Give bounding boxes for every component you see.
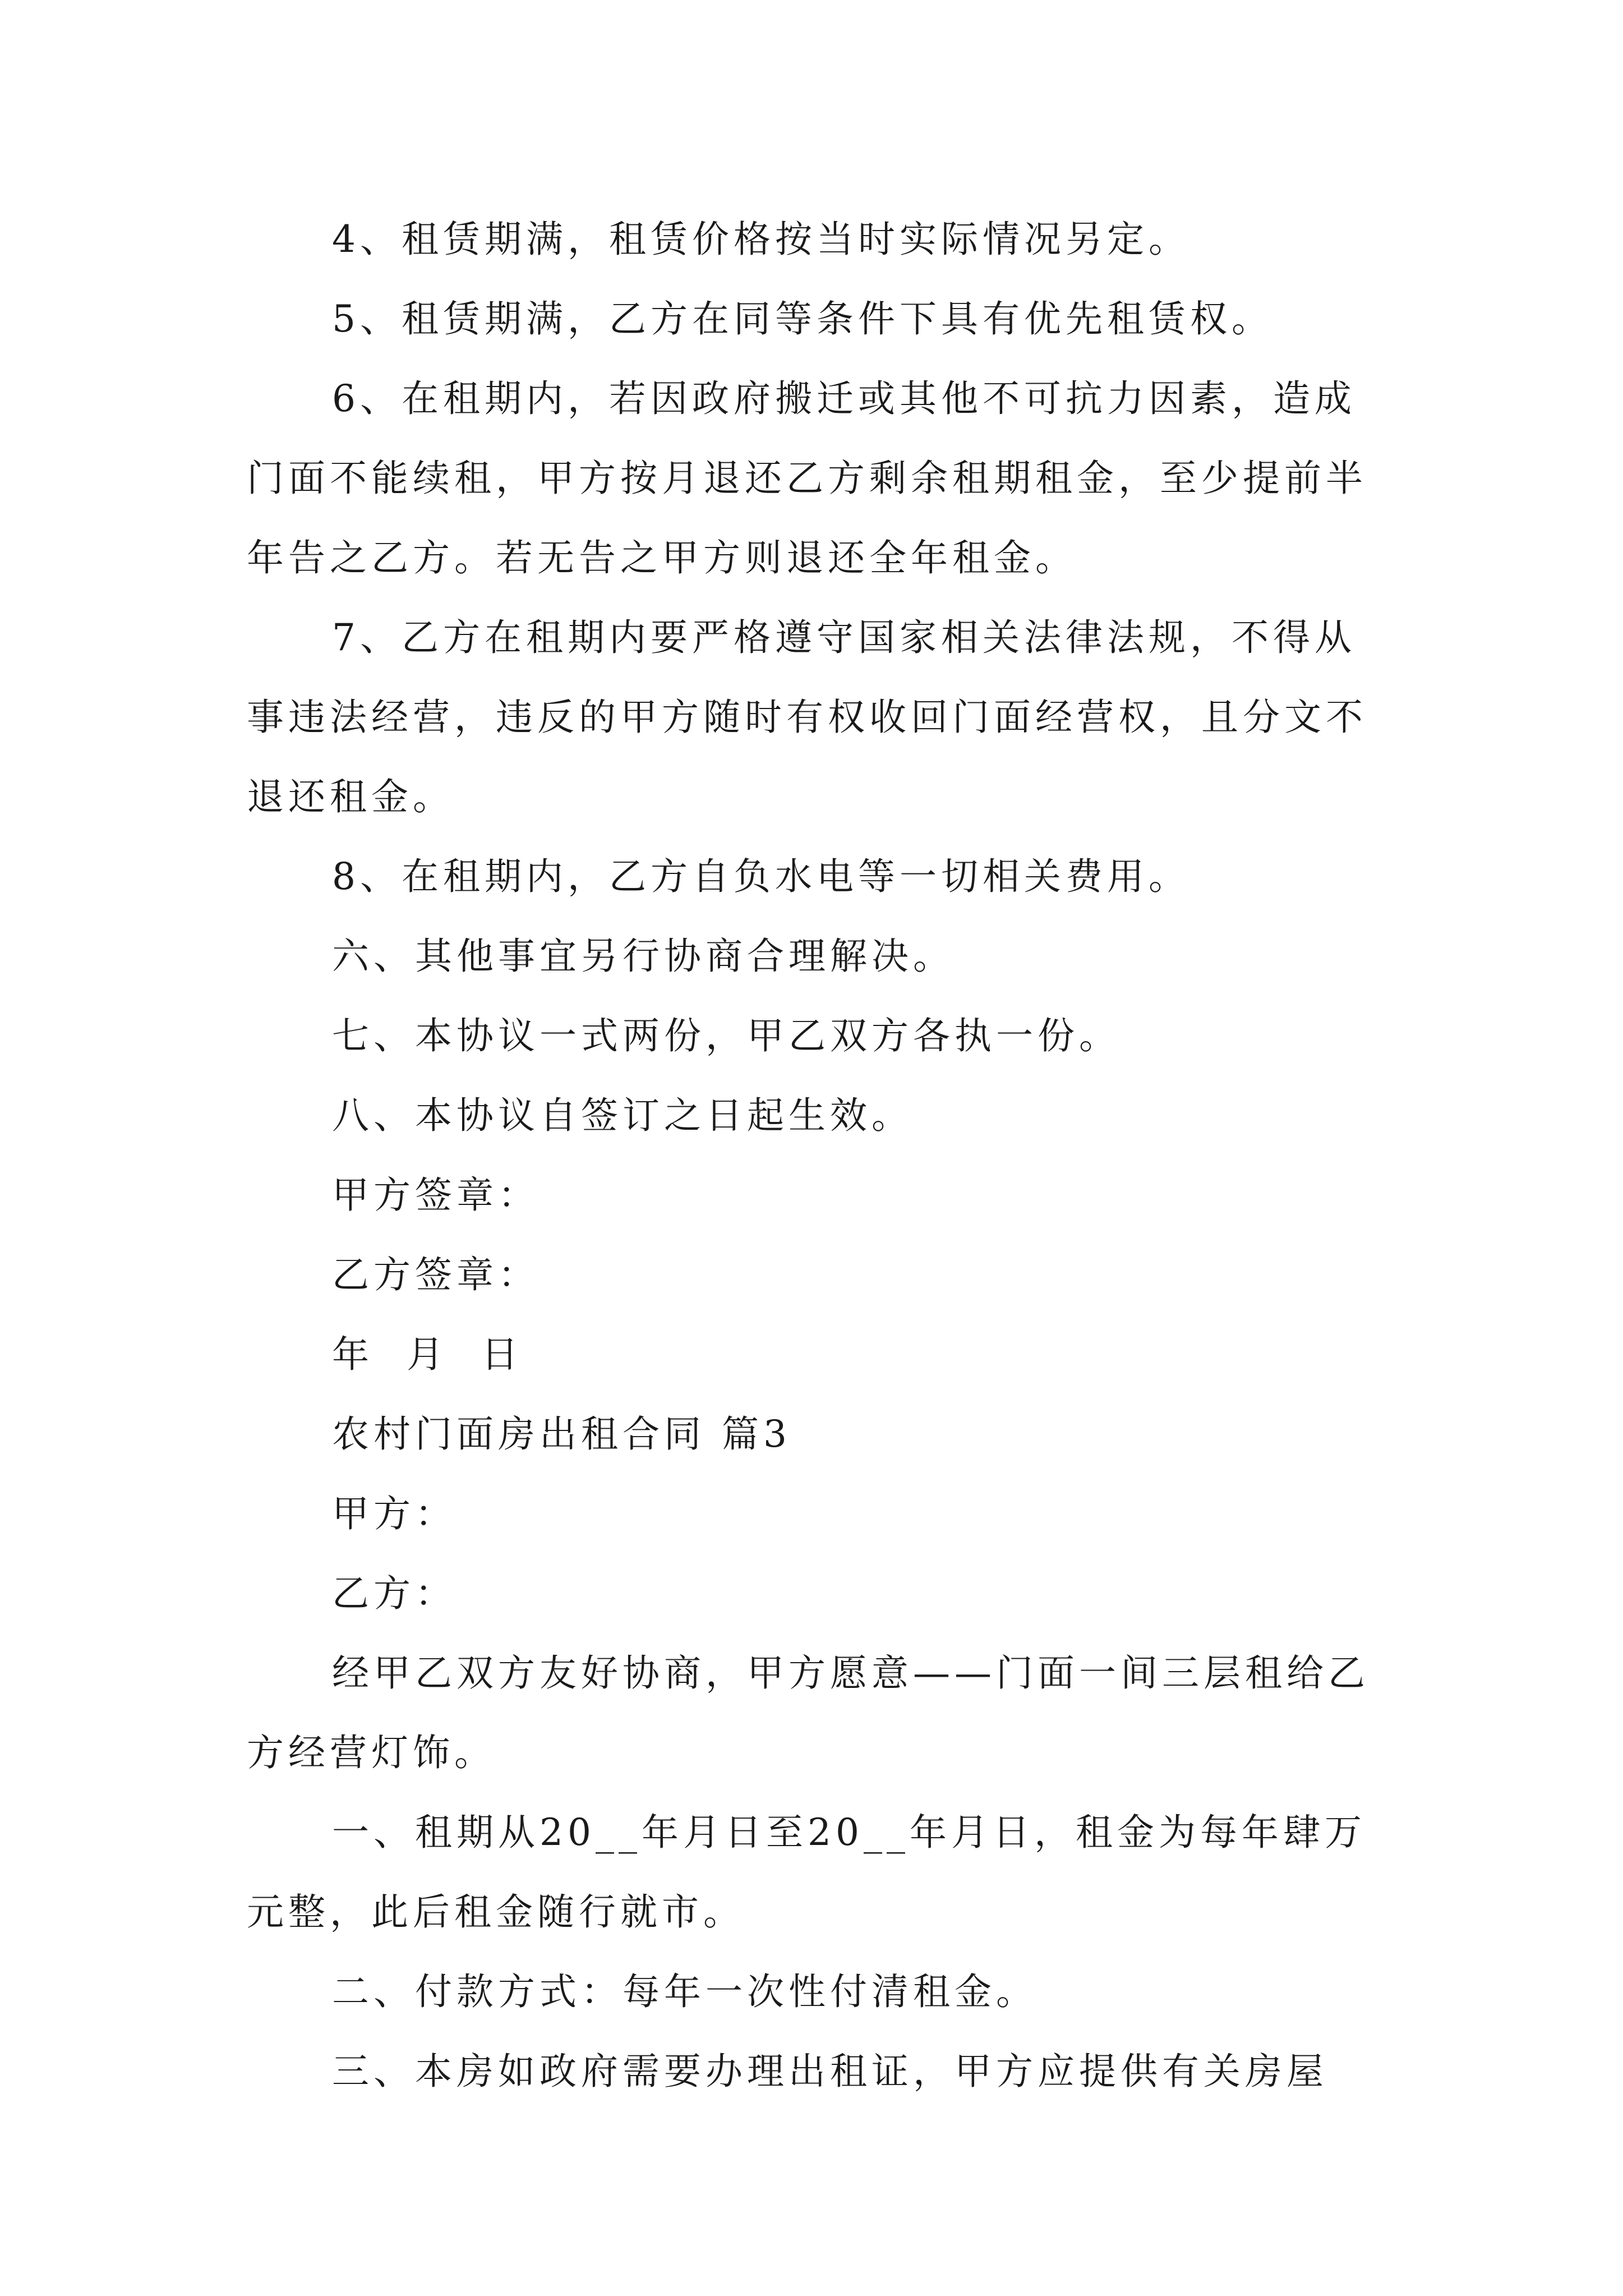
clause-6: 6、在租期内，若因政府搬迁或其他不可抗力因素，造成门面不能续租，甲方按月退还乙方剩余租期租金，至少提前半年告之乙方。若无告之甲方则退还全年租金。: [247, 377, 1367, 579]
section-one: 一、租期从20__年月日至20__年月日，租金为每年肆万元整，此后租金随行就市。: [247, 1811, 1366, 1934]
clause-4: 4、租赁期满，租赁价格按当时实际情况另定。: [332, 218, 1190, 261]
contract-heading: 农村门面房出租合同 篇3: [332, 1412, 791, 1456]
section-two: 二、付款方式：每年一次性付清租金。: [332, 1970, 1038, 2013]
clause-5: 5、租赁期满，乙方在同等条件下具有优先租赁权。: [332, 297, 1273, 341]
date-line: 年 月 日: [332, 1333, 523, 1376]
party-b-signature-line: 乙方签章：: [332, 1253, 540, 1296]
section-eight: 八、本协议自签订之日起生效。: [332, 1094, 913, 1137]
section-seven: 七、本协议一式两份，甲乙双方各执一份。: [332, 1014, 1121, 1057]
clause-8: 8、在租期内，乙方自负水电等一切相关费用。: [332, 855, 1190, 898]
intro-paragraph: 经甲乙双方友好协商，甲方愿意——门面一间三层租给乙方经营灯饰。: [247, 1651, 1370, 1774]
document-body: [247, 200, 1385, 2111]
clause-7: 7、乙方在租期内要严格遵守国家相关法律法规，不得从事违法经营，违反的甲方随时有权收回门面经营权，且分文不退还租金。: [247, 616, 1367, 818]
party-a-line: 甲方：: [332, 1492, 457, 1535]
party-a-signature-line: 甲方签章：: [332, 1174, 540, 1217]
section-six: 六、其他事宜另行协商合理解决。: [332, 935, 955, 978]
section-three: 三、本房如政府需要办理出租证，甲方应提供有关房屋: [332, 2050, 1328, 2093]
party-b-line: 乙方：: [332, 1572, 457, 1615]
